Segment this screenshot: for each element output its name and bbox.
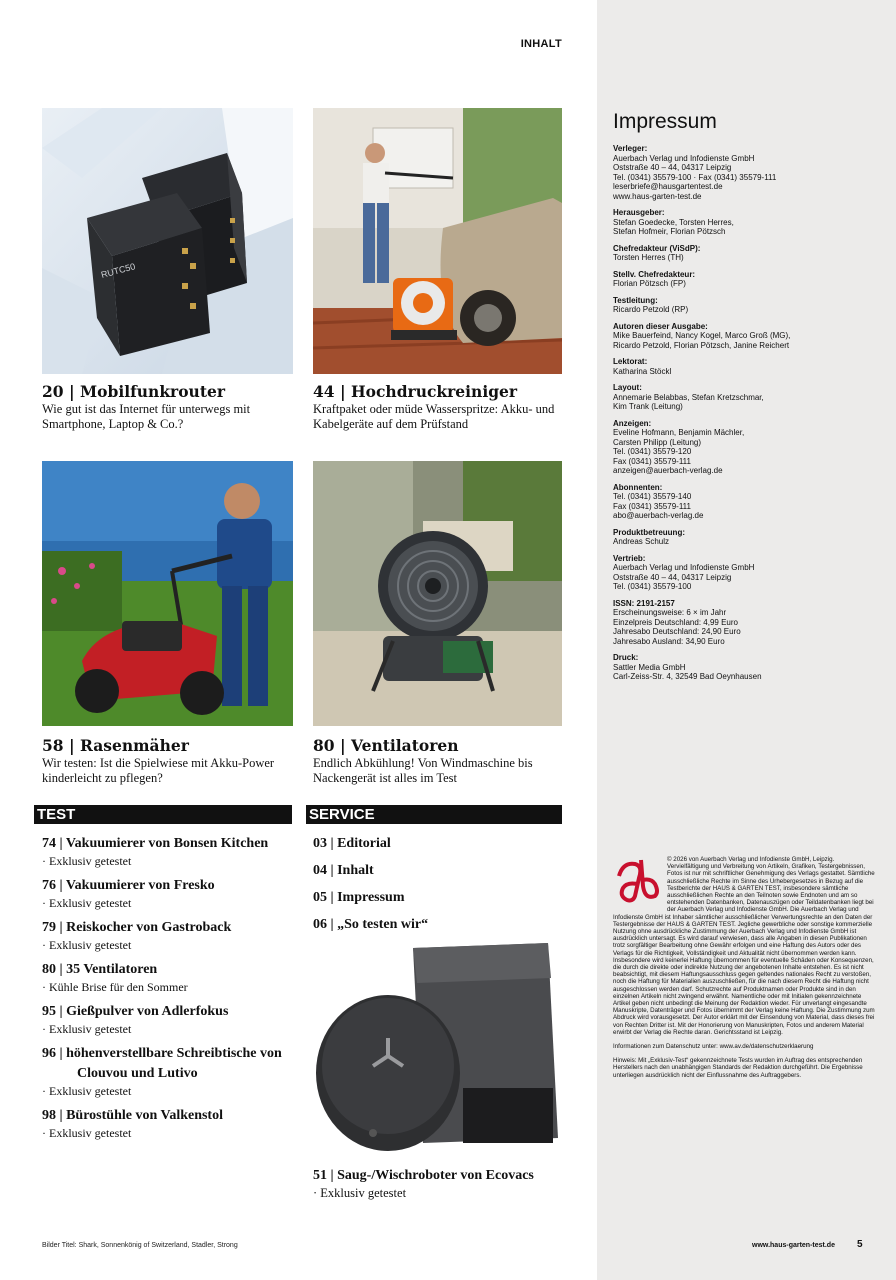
impressum-line: www.haus-garten-test.de: [613, 191, 702, 201]
item-title: 95 | Gießpulver von Adlerfokus: [42, 1004, 229, 1019]
impressum-line: Carl-Zeiss-Str. 4, 32549 Bad Oeynhausen: [613, 672, 762, 681]
impressum-block: [613, 144, 875, 201]
impressum-block: [613, 599, 875, 647]
impressum-line: Tel. (0341) 35579-100 · Fax (0341) 35579-111: [613, 172, 777, 182]
impressum-block: [613, 322, 875, 351]
feature-desc-hochdruckreiniger: Kraftpaket oder müde Wasserspritze: Akku- und Kabelgeräte auf dem Prüfstand: [313, 402, 555, 431]
impressum-block: [613, 296, 875, 315]
impressum-line: Katharina Stöckl: [613, 366, 672, 376]
impressum-label: Abonnenten:: [613, 482, 663, 492]
impressum-line: Mike Bauerfeind, Nancy Kogel, Marco Groß (MG),: [613, 331, 791, 340]
impressum-block: [613, 357, 875, 376]
item-title: 98 | Bürostühle von Valkenstol: [42, 1108, 223, 1123]
item-title: 76 | Vakuumierer von Fresko: [42, 878, 215, 893]
impressum-line: Sattler Media GmbH: [613, 662, 686, 672]
impressum-line: leserbriefe@hausgartentest.de: [613, 182, 723, 191]
list-item[interactable]: [42, 834, 294, 868]
impressum-block: [613, 208, 875, 237]
service-item[interactable]: 06 | „So testen wir“: [313, 917, 429, 932]
impressum-line: Torsten Herres (TH): [613, 253, 684, 262]
impressum-block: [613, 653, 875, 682]
service-list: [313, 834, 562, 942]
photo-ventilatoren: [313, 461, 562, 726]
feature-title-mobilfunkrouter: 20 | Mobilfunkrouter: [42, 382, 226, 401]
impressum-label: Verleger:: [613, 144, 648, 153]
privacy-text: Informationen zum Datenschutz unter: www.av.de/datenschutzerklaerung: [613, 1043, 814, 1051]
feature-desc-rasenmaeher: Wir testen: Ist die Spielwiese mit Akku-Power kinderleicht zu pflegen?: [42, 756, 275, 785]
impressum-block: [613, 483, 875, 521]
impressum-blocks: [613, 144, 875, 689]
item-desc: · Exklusiv getestet: [42, 938, 132, 952]
item-desc: · Exklusiv getestet: [42, 1126, 132, 1140]
impressum-label: Vertrieb:: [613, 553, 646, 563]
test-list: [42, 834, 294, 1148]
impressum-line: Eveline Hofmann, Benjamin Mächler,: [613, 428, 745, 437]
item-desc: · Exklusiv getestet: [42, 1084, 132, 1098]
item-desc: · Exklusiv getestet: [42, 896, 132, 910]
list-item[interactable]: [42, 876, 294, 910]
impressum-line: anzeigen@auerbach-verlag.de: [613, 466, 723, 475]
service-item[interactable]: 05 | Impressum: [313, 890, 405, 905]
photo-hochdruckreiniger: [313, 108, 562, 374]
impressum-line: Carsten Philipp (Leitung): [613, 437, 702, 447]
impressum-line: Jahresabo Ausland: 34,90 Euro: [613, 636, 725, 646]
impressum-line: Tel. (0341) 35579-140: [613, 492, 692, 501]
service-heading: SERVICE: [306, 805, 562, 824]
service-feature-title: 51 | Saug-/Wischroboter von Ecovacs: [313, 1168, 534, 1183]
impressum-label: Stellv. Chefredakteur:: [613, 269, 696, 279]
impressum-label: Lektorat:: [613, 357, 648, 366]
impressum-block: [613, 270, 875, 289]
router-label: RUTC50: [99, 261, 137, 280]
impressum-block: [613, 554, 875, 592]
impressum-line: abo@auerbach-verlag.de: [613, 511, 704, 520]
legal-text: [613, 856, 875, 1079]
list-item[interactable]: [42, 1044, 294, 1098]
impressum-line: Annemarie Belabbas, Stefan Kretzschmar,: [613, 392, 764, 402]
service-item[interactable]: 04 | Inhalt: [313, 863, 374, 878]
page-number: 5: [857, 1239, 863, 1250]
list-item[interactable]: [42, 1002, 294, 1036]
copyright-text: © 2026 von Auerbach Verlag und Infodienste GmbH, Leipzig. Vervielfältigung und Verbreitung von Artikeln, Grafiken, Testergebnissen, Fotos ist nur mit schriftlicher Genehmigung des Verlags gestattet. Sämtliche ausschließliche Rechte im Sinne des Urhebergesetzes in Bezug auf die Testberichte der HAUS & GARTEN TEST, insbesondere sämtliche ausschließlichen Rechte an den Teilnoten sowie Endnoten und am so entstehenden Datenbanken, Datenauszügen oder Teildatenbanken liegt bei der Auerbach Verlag und Infodienste GmbH. Die Auerbach Verlag und Infodienste GmbH ist Inhaber sämtlicher ausschließlicher Verwertungsrechte an den Daten der Testergebnisse der HAUS & GARTEN TEST. Jegliche gewerbliche oder sonstige kommerzielle Nutzung ohne ausdrückliche Zustimmung der Auerbach Verlag und Infodienste GmbH ist ausdrücklich untersagt. Es wird darauf verwiesen, dass alle Angaben in diesen Publikationen trotz sorgfältiger Bearbeitung ohne Gewähr erfolgen und eine Haftung des Autors oder des Verlags für die Richtigkeit, Vollständigkeit und Aktualität nicht übernommen werden kann. Insbesondere wird keinerlei Haftung übernommen für eventuelle Schäden oder Konsequenzen, die durch die direkte oder indirekte Nutzung der angebotenen Inhalte entstehen. Es ist nicht beabsichtigt, mit diesem Haftungsausschluss gegen geltendes nationales Recht zu verstoßen, noch die Haftung für Materialien auszuschließen, für die nach diesem Recht die Haftung nicht ausgeschlossen werden darf. Schutzrechte auf Produktnamen oder Produkte sind in den einzelnen Artikeln nicht zwingend erwähnt. Namentliche oder mit Initialen gekennzeichnete Artikel geben nicht unbedingt die Meinung der Redaktion wieder. Für unverlangt eingesandte Manuskripte, Datenträger und Fotos übernimmt der Verlag keine Haftung. Die Zustimmung zum Abdruck wird vorausgesetzt. Der Autor erklärt mit der Einsendung von Material, dass dieses frei von Rechten Dritter ist. Mit der Honorierung von Manuskripten, Fotos und anderem Material erwirbt der Verlag die Rechte daran. Gerichtsstand ist Leipzig.: [613, 856, 875, 1036]
impressum-block: [613, 383, 875, 412]
impressum-line: Stefan Goedecke, Torsten Herres,: [613, 217, 734, 227]
feature-desc-mobilfunkrouter: Wie gut ist das Internet für unterwegs mit Smartphone, Laptop & Co.?: [42, 402, 251, 431]
test-heading: TEST: [34, 805, 292, 824]
feature-title-rasenmaeher: 58 | Rasenmäher: [42, 736, 189, 755]
impressum-label: Testleitung:: [613, 295, 658, 305]
impressum-line: Andreas Schulz: [613, 537, 670, 546]
impressum-block: [613, 419, 875, 476]
impressum-line: Jahresabo Deutschland: 24,90 Euro: [613, 627, 741, 636]
impressum-label: Anzeigen:: [613, 418, 652, 428]
item-title: 96 | höhenverstellbare Schreibtische von Clouvou und Lutivo: [42, 1046, 282, 1081]
impressum-line: Auerbach Verlag und Infodienste GmbH: [613, 153, 755, 163]
footer-url[interactable]: www.haus-garten-test.de: [752, 1242, 835, 1249]
item-desc: · Exklusiv getestet: [42, 1022, 132, 1036]
impressum-line: Stefan Hofmeir, Florian Pötzsch: [613, 227, 726, 236]
impressum-line: Auerbach Verlag und Infodienste GmbH: [613, 563, 755, 572]
impressum-line: Einzelpreis Deutschland: 4,99 Euro: [613, 617, 738, 627]
item-title: 80 | 35 Ventilatoren: [42, 962, 158, 977]
impressum-label: Layout:: [613, 383, 642, 392]
feature-desc-ventilatoren: Endlich Abkühlung! Von Windmaschine bis Nackengerät ist alles im Test: [313, 756, 533, 785]
impressum-line: Fax (0341) 35579-111: [613, 501, 691, 511]
impressum-line: Florian Pötzsch (FP): [613, 279, 686, 288]
impressum-line: Oststraße 40 – 44, 04317 Leipzig: [613, 163, 732, 172]
impressum-line: Ricardo Petzold (RP): [613, 305, 689, 314]
impressum-label: Produktbetreuung:: [613, 527, 685, 537]
item-desc: · Exklusiv getestet: [42, 854, 132, 868]
impressum-line: Ricardo Petzold, Florian Pötzsch, Janine Reichert: [613, 340, 790, 350]
publisher-logo: [613, 856, 661, 906]
impressum-block: [613, 244, 875, 263]
photo-saugroboter: [313, 938, 562, 1160]
feature-title-ventilatoren: 80 | Ventilatoren: [313, 736, 459, 755]
item-title: 74 | Vakuumierer von Bonsen Kitchen: [42, 836, 269, 851]
section-label: INHALT: [520, 38, 562, 50]
impressum-label: Autoren dieser Ausgabe:: [613, 321, 708, 331]
impressum-line: Erscheinungsweise: 6 × im Jahr: [613, 608, 727, 617]
impressum-label: Chefredakteur (ViSdP):: [613, 243, 701, 253]
list-item[interactable]: [42, 960, 294, 994]
impressum-block: [613, 528, 875, 547]
impressum-label: Druck:: [613, 653, 639, 662]
impressum-title: Impressum: [613, 110, 717, 133]
list-item[interactable]: [42, 918, 294, 952]
list-item[interactable]: [42, 1106, 294, 1140]
service-item[interactable]: 03 | Editorial: [313, 836, 391, 851]
photo-rasenmaeher: [42, 461, 293, 726]
service-feature-desc: · Exklusiv getestet: [313, 1186, 407, 1200]
impressum-line: Kim Trank (Leitung): [613, 402, 683, 411]
impressum-label: Herausgeber:: [613, 208, 665, 217]
impressum-label: ISSN: 2191-2157: [613, 598, 675, 608]
photo-mobilfunkrouter: [42, 108, 293, 374]
hint-text: Hinweis: Mit „Exklusiv-Test“ gekennzeichnete Tests wurden im Auftrag des entsprechenden Herstellers nach den unabhängigen Standards der Redaktion durchgeführt. Die Ergebnisse unterliegen ausdrücklich nicht der Einflussnahme des Auftraggebers.: [613, 1057, 863, 1079]
impressum-line: Tel. (0341) 35579-120: [613, 447, 692, 456]
impressum-line: Fax (0341) 35579-111: [613, 456, 691, 466]
impressum-line: Tel. (0341) 35579-100: [613, 582, 692, 591]
feature-title-hochdruckreiniger: 44 | Hochdruckreiniger: [313, 382, 518, 401]
impressum-line: Oststraße 40 – 44, 04317 Leipzig: [613, 572, 732, 582]
item-title: 79 | Reiskocher von Gastroback: [42, 920, 232, 935]
photo-credits: Bilder Titel: Shark, Sonnenkönig of Switzerland, Stadler, Strong: [42, 1242, 238, 1249]
item-desc: · Kühle Brise für den Sommer: [42, 980, 188, 994]
